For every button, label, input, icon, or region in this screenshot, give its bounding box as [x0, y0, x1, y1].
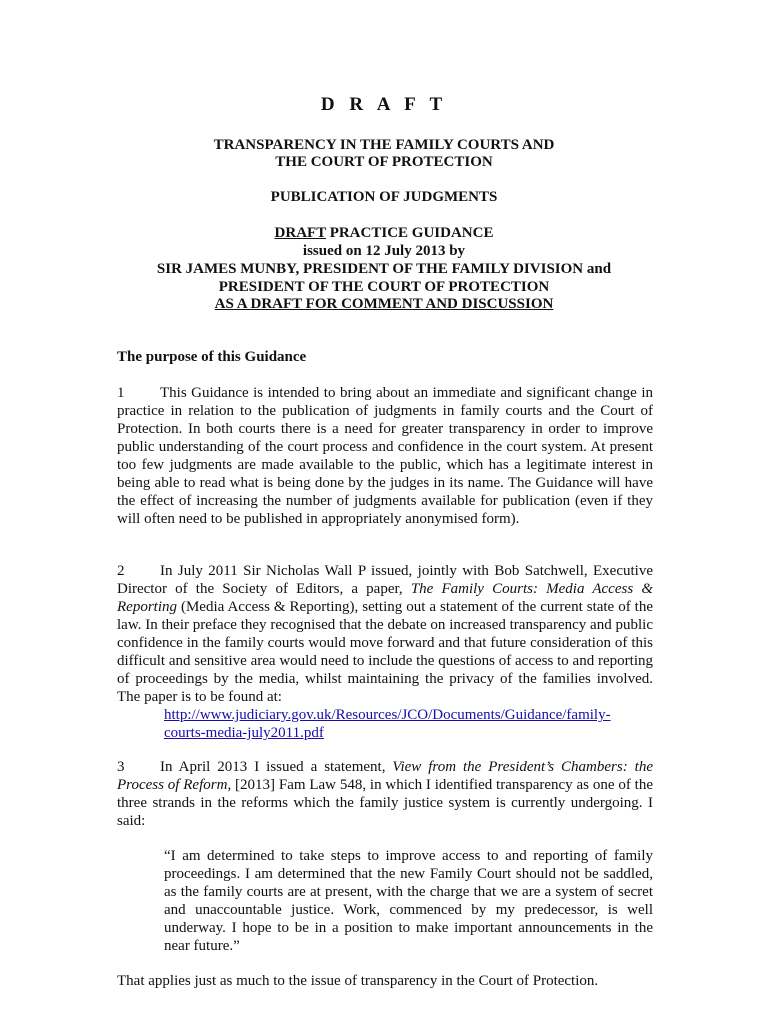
title-line-2: THE COURT OF PROTECTION — [275, 154, 493, 170]
author-line-1: SIR JAMES MUNBY, PRESIDENT OF THE FAMILY DIVISION and — [156, 261, 612, 277]
subtitle: PUBLICATION OF JUDGMENTS — [270, 189, 498, 205]
comment-line: AS A DRAFT FOR COMMENT AND DISCUSSION — [214, 296, 554, 312]
draft-word: DRAFT — [274, 225, 326, 241]
paragraph-3 — [117, 758, 653, 830]
paragraph-1 — [117, 384, 653, 528]
paragraph-number: 2 — [117, 563, 125, 579]
statement-title: View from the President’s Chambers: the Process of Reform — [117, 759, 653, 793]
author-line-2: PRESIDENT OF THE COURT OF PROTECTION — [218, 279, 550, 295]
paragraph-text: (Media Access & Reporting), setting out a statement of the current state of the law. In their preface they recognised that the debate on increased transparency and public confidence in the family courts would move forward and that future consideration of this difficult and sensitive area would need to include the questions of access to and reporting of proceedings by the media, whilst maintaining the privacy of the families involved. The paper is to be found at: — [117, 599, 653, 705]
paragraph-text: In July 2011 Sir Nicholas Wall P issued, jointly with Bob Satchwell, Executive Director of the Society of Editors, a paper, — [117, 563, 653, 597]
paragraph-number: 3 — [117, 759, 125, 775]
link-line-1[interactable]: http://www.judiciary.gov.uk/Resources/JCO/Documents/Guidance/family- — [164, 707, 611, 723]
paragraph-text: , [2013] Fam Law 548, in which I identified transparency as one of the three strands in the reforms which the family justice system is currently undergoing. I said: — [117, 777, 653, 829]
title-line-1: TRANSPARENCY IN THE FAMILY COURTS AND — [213, 137, 555, 153]
link-line-2[interactable]: courts-media-july2011.pdf — [164, 725, 324, 741]
closing-sentence: That applies just as much to the issue of transparency in the Court of Protection. — [117, 973, 599, 989]
draft-label: D R A F T — [320, 94, 448, 115]
paper-title: The Family Courts: Media Access & Reporting — [117, 581, 653, 615]
judiciary-link[interactable] — [164, 706, 644, 742]
paragraph-text: In April 2013 I issued a statement, — [160, 759, 393, 775]
guidance-title — [0, 224, 768, 242]
paragraph-text: This Guidance is intended to bring about an immediate and significant change in practice in relation to the publication of judgments in family courts and the Court of Protection. In both courts there is a need for greater transparency in order to improve public understanding of the court process and confidence in the court system. At present too few judgments are made available to the public, which has a legitimate interest in being able to read what is being done by the judges in its name. The Guidance will have the effect of increasing the number of judgments available for publication (even if they will often need to be published in appropriately anonymised form). — [117, 385, 653, 527]
paragraph-number: 1 — [117, 385, 125, 401]
issued-line: issued on 12 July 2013 by — [302, 243, 466, 259]
block-quote: “I am determined to take steps to improve access to and reporting of family proceedings. I am determined that the new Family Court should not be saddled, as the family courts are at present, with the charge that we are a system of secret and unaccountable justice. Work, commenced by my predecessor, is well underway. I hope to be in a position to make important announcements in the near future.” — [164, 848, 653, 954]
paragraph-2 — [117, 562, 653, 706]
section-heading: The purpose of this Guidance — [117, 349, 307, 365]
guidance-rest: PRACTICE GUIDANCE — [325, 225, 494, 241]
